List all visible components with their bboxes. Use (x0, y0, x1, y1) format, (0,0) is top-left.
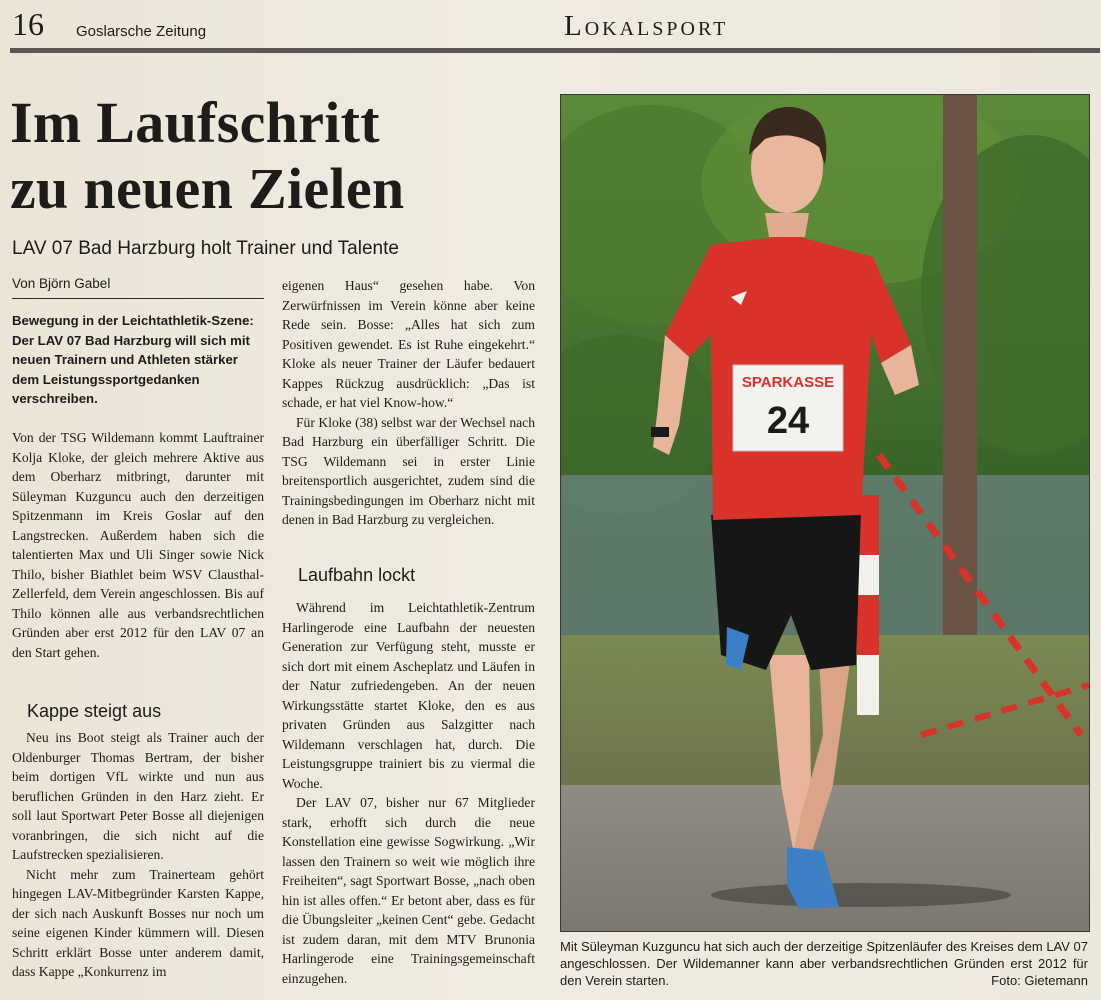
article-column-1-top (12, 428, 264, 662)
article-lead: Bewegung in der Leichtathletik-Szene: Der LAV 07 Bad Harzburg will sich mit neuen Trainern und Athleten stärker dem Leistungssportgedanken verschreiben. (12, 313, 254, 407)
runner-illustration (561, 95, 1089, 931)
photo-credit: Foto: Gietemann (991, 973, 1088, 988)
headline-line-1: Im Laufschritt (10, 90, 380, 155)
paragraph: Nicht mehr zum Trainerteam gehört hingegen LAV-Mitbegründer Karsten Kappe, der sich nach Auskunft Bosses nur noch um seine eigenen Kinder kümmern will. Diesen Schritt erklärt Bosse unter anderem damit, dass Kappe „Konkurrenz im (12, 866, 264, 979)
sports-watch (651, 427, 669, 437)
runner-photo (560, 94, 1090, 932)
subhead-kappe: Kappe steigt aus (27, 701, 162, 721)
header-rule (10, 48, 1100, 53)
bib-number: 24 (766, 400, 810, 442)
paragraph: Der LAV 07, bisher nur 67 Mitglieder stark, erhofft sich durch die neue Konstellation eine gewisse Sogwirkung. „Wir lassen den Trainern so weit wie möglich ihre Freiheiten“, sagt Sportwart Bosse, „nach oben hin ist alles offen.“ Er betont aber, dass es für die Übungsleiter „keinen Cent“ gebe. Gedacht ist zudem daran, mit dem MTV Brunonia Harlingerode eine Trainingsgemeinschaft einzugehen. (282, 795, 535, 986)
paragraph: eigenen Haus“ gesehen habe. Von Zerwürfnissen im Verein könne aber keine Rede sein. Bosse: „Alles hat sich zum Positiven gewendet. Es ist Ruhe eingekehrt.“ Kloke als neuer Trainer der Läufer bedauert Kappes Rückzug ausdrücklich: „Das ist schade, er hat viel Know-how.“ (282, 278, 535, 410)
article-headline (10, 90, 550, 222)
paragraph: Während im Leichtathletik-Zentrum Harlingerode eine Laufbahn der neuesten Generation zur Verfügung steht, musste er sich dort mit einem Ascheplatz und Läufen in der Natur zufriedengeben. An der neuen Wirkungsstätte startet Kloke, den es aus privaten Gründen aus Salzgitter nach Wildemann verschlagen hat, durch. Die Leistungsgruppe trainiert bis zu viermal die Woche. (282, 600, 535, 791)
wooden-pole (943, 95, 977, 725)
section-title: Lokalsport (564, 10, 729, 42)
byline-rule (12, 298, 264, 299)
bib-sponsor: SPARKASSE (741, 374, 835, 391)
article-column-2-top (282, 276, 535, 530)
caption-text: Mit Süleyman Kuzguncu hat sich auch der derzeitige Spitzenläufer des Kreises dem LAV 07 angeschlossen. Der Wildemanner kann aber verbandsrechtlichen Gründen erst 2012 für den Verein starten. (560, 939, 1088, 988)
paragraph: Von der TSG Wildemann kommt Lauftrainer Kolja Kloke, der gleich mehrere Aktive aus dem Oberharz mitbringt, darunter mit Süleyman Kuzguncu auch den derzeitigen Spitzenmann im Kreis Goslar auf den Langstrecken. Außerdem haben sich die talentierten Max und Uli Singer sowie Nick Thilo, bisher Biathlet beim WSV Clausthal-Zellerfeld, dem Verein angeschlossen. Bis auf Thilo können alle aus verbandsrechtlichen Gründen aber erst 2012 für den LAV 07 an den Start gehen. (12, 430, 264, 660)
paragraph: Neu ins Boot steigt als Trainer auch der Oldenburger Thomas Bertram, der bisher beim dortigen VfL wirkte und nun aus beruflichen Gründen in den Harz zieht. Er soll laut Sportwart Peter Bosse all diejenigen voranbringen, die sich nicht auf die Laufstrecken spezialisieren. (12, 730, 264, 862)
paragraph: Für Kloke (38) selbst war der Wechsel nach Bad Harzburg ein überfälliger Schritt. Die TSG Wildemann sei in erster Linie breitensportlich ausgerichtet, zudem sind die Trainingsbedingungen im Oberharz nicht mit denen in Bad Harzburg zu vergleichen. (282, 414, 535, 527)
photo-caption (560, 938, 1088, 989)
article-column-2-bottom (282, 598, 535, 988)
page-number: 16 (12, 6, 44, 42)
article-subheadline: LAV 07 Bad Harzburg holt Trainer und Talente (12, 238, 399, 259)
subhead-laufbahn: Laufbahn lockt (298, 565, 416, 585)
newspaper-name: Goslarsche Zeitung (76, 23, 207, 40)
headline-line-2: zu neuen Zielen (10, 156, 405, 221)
article-column-1-bottom (12, 728, 264, 982)
byline: Von Björn Gabel (12, 276, 111, 291)
